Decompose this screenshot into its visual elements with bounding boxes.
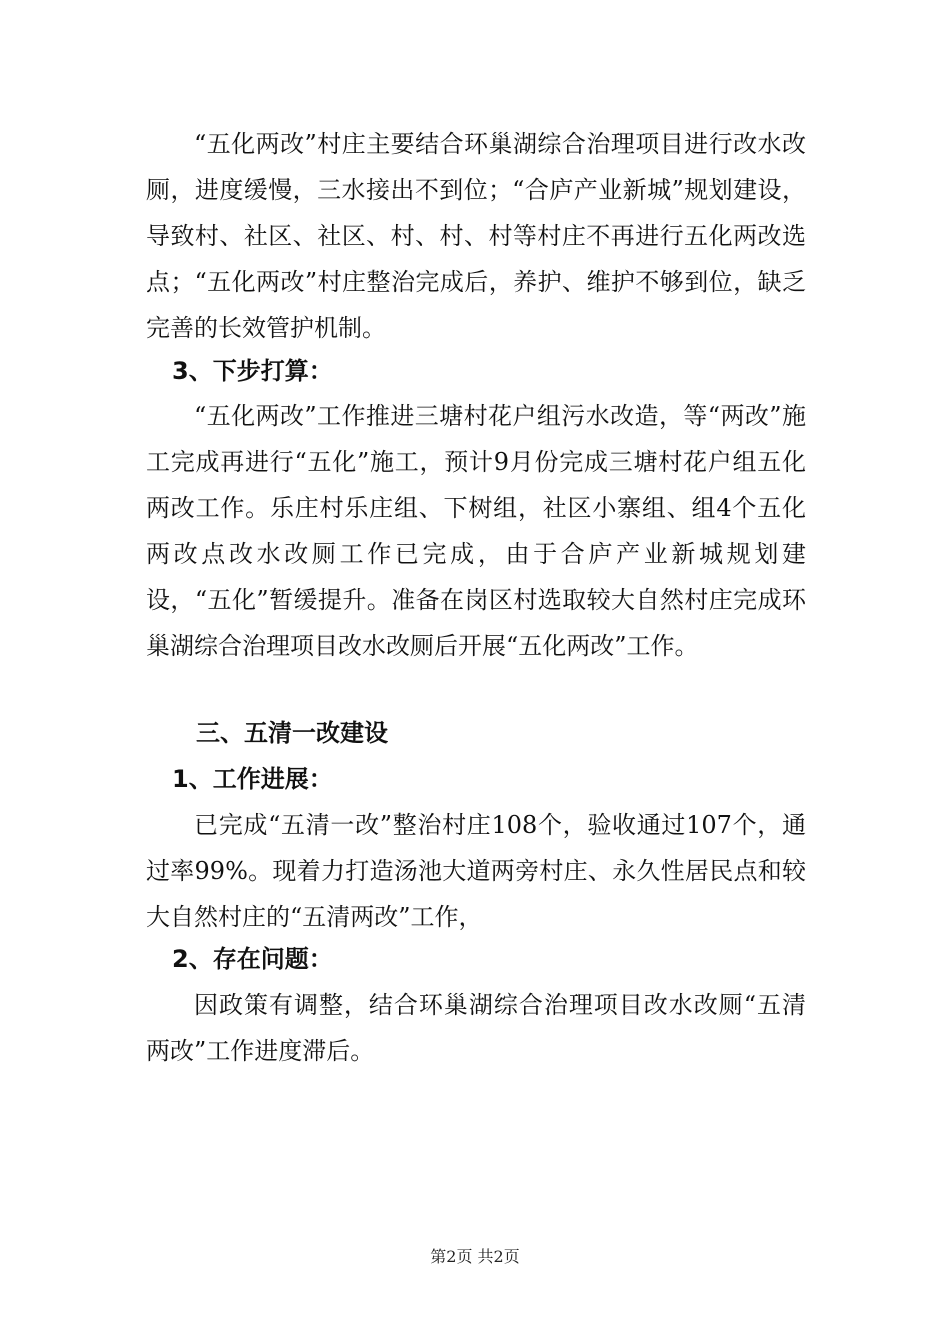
heading-section-three: 三、五清一改建设 <box>196 719 388 747</box>
heading-work-progress: 1、工作进展： <box>172 765 333 793</box>
paragraph-existing-problems <box>146 982 806 1074</box>
paragraph-text: 已完成“五清一改”整治村庄108个，验收通过107个，通过率99%。现着力打造汤池大道两旁村庄、永久性居民点和较大自然村庄的“五清两改”工作， <box>146 811 806 931</box>
paragraph-work-progress <box>146 802 806 940</box>
paragraph-village-issues <box>146 121 806 351</box>
paragraph-next-steps <box>146 393 806 669</box>
paragraph-text: “五化两改”工作推进三塘村花户组污水改造，等“两改”施工完成再进行“五化”施工，预计9月份完成三塘村花户组五化两改工作。乐庄村乐庄组、下树组，社区小寨组、组4个五化两改点改水改厕工作已完成，由于合庐产业新城规划建设，“五化”暂缓提升。准备在岗区村选取较大自然村庄完成环巢湖综合治理项目改水改厕后开展“五化两改”工作。 <box>146 402 806 660</box>
heading-next-steps: 3、下步打算： <box>172 357 333 385</box>
heading-existing-problems: 2、存在问题： <box>172 945 333 973</box>
paragraph-text: “五化两改”村庄主要结合环巢湖综合治理项目进行改水改厕，进度缓慢，三水接出不到位；“合庐产业新城”规划建设，导致村、社区、社区、村、村、村等村庄不再进行五化两改选点；“五化两改”村庄整治完成后，养护、维护不够到位，缺乏完善的长效管护机制。 <box>146 130 806 342</box>
page-number-footer: 第2页 共2页 <box>430 1247 520 1266</box>
paragraph-text: 因政策有调整，结合环巢湖综合治理项目改水改厕“五清两改”工作进度滞后。 <box>146 991 806 1065</box>
